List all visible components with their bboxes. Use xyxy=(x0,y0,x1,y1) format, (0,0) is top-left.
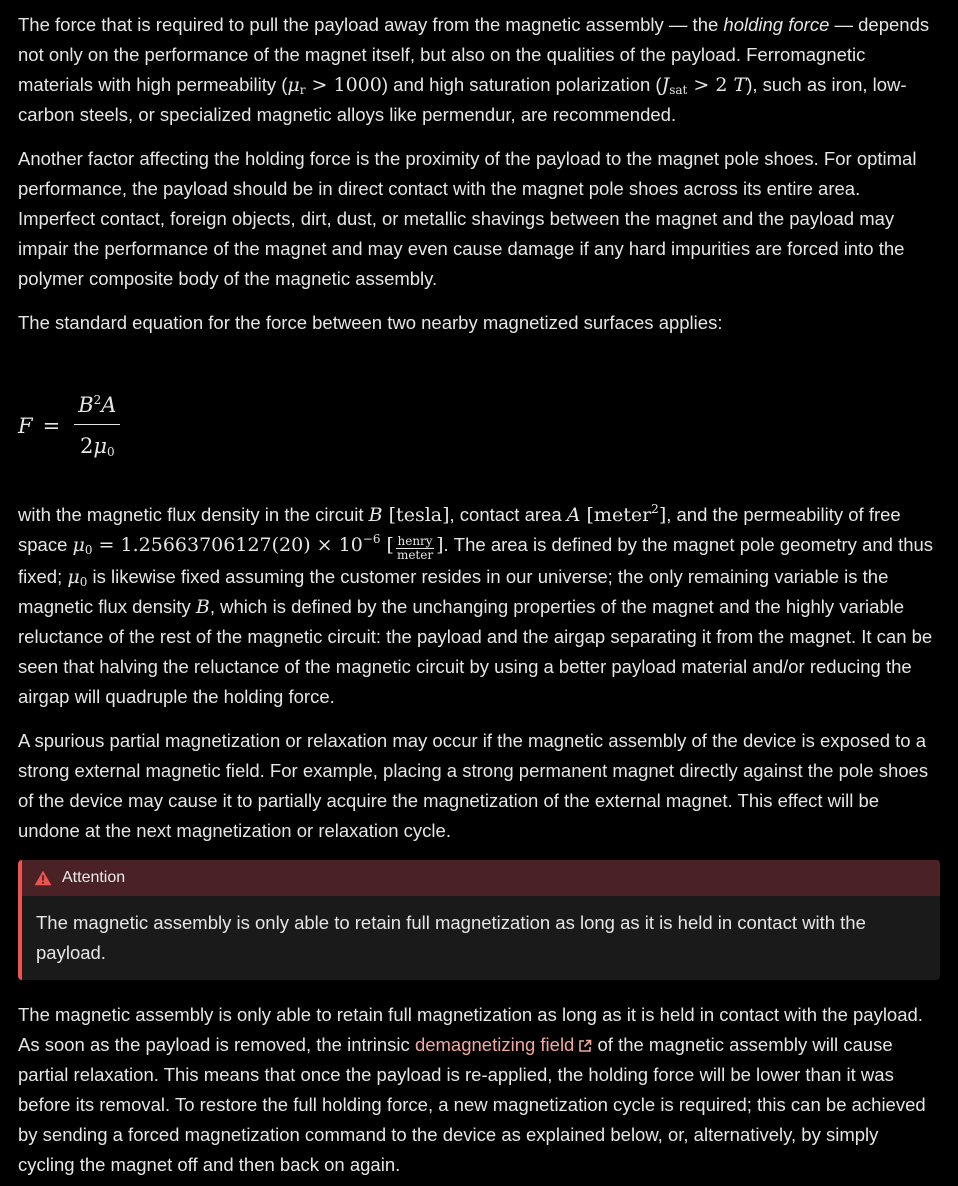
attention-admonition xyxy=(18,860,940,980)
math-unit: ] xyxy=(658,504,667,526)
external-link-icon xyxy=(578,1039,592,1053)
math-subscript: 0 xyxy=(84,543,93,557)
math-subscript: r xyxy=(299,83,306,97)
math-unit-meter-sq xyxy=(580,504,666,526)
paragraph-spurious-magnetization: A spurious partial magnetization or relaxation may occur if the magnetic assembly of the device is exposed to a strong external magnetic field. For example, placing a strong permanent magnet directly against the pole shoes of the device may cause it to partially acquire the magnetization of the external magnet. This effect will be undone at the next magnetization or relaxation cycle. xyxy=(18,730,929,841)
paragraph-relaxation xyxy=(18,1000,940,1180)
text-run: of the magnetic assembly will cause partial relaxation. This means that once the payload is re-applied, the holding force will be lower than it was before its removal. To restore the full holding force, a new magnetization cycle is required; this can be achieved by sending a forced magnetization command to the device as explained below, or, alternatively, by simply cycling the magnet off and then back on again. xyxy=(18,1034,926,1175)
math-henry-per-meter xyxy=(396,535,434,562)
text-run: ) and high saturation polarization ( xyxy=(381,74,662,95)
math-symbol: A xyxy=(101,393,117,417)
equation-denominator xyxy=(76,425,119,461)
math-exponent: 2 xyxy=(651,502,659,516)
math-j-sat xyxy=(662,74,688,96)
math-permeability-value xyxy=(92,532,444,562)
math-symbol-b: B xyxy=(195,596,210,618)
paragraph-variables xyxy=(18,500,940,712)
math-subscript: sat xyxy=(669,83,688,97)
equation-numerator xyxy=(74,390,120,425)
math-symbol: μ xyxy=(67,566,80,588)
warning-triangle-icon xyxy=(34,870,52,886)
math-bracket: [ xyxy=(380,534,394,556)
math-unit: [tesla] xyxy=(382,504,450,526)
math-subscript: 0 xyxy=(79,575,88,589)
text-run: ), such as iron, low-carbon steels, or specialized magnetic alloys like permendur, are recommended. xyxy=(18,74,907,125)
math-mu-r xyxy=(287,74,305,96)
math-symbol: μ xyxy=(93,434,107,458)
text-run: The force that is required to pull the payload away from the magnetic assembly — the xyxy=(18,14,724,35)
math-value: > 1000 xyxy=(305,74,382,96)
equation-fraction xyxy=(74,390,120,461)
math-fraction-numerator: henry xyxy=(397,534,433,548)
math-subscript: 0 xyxy=(107,445,115,459)
force-equation xyxy=(18,352,940,492)
admonition-header xyxy=(22,860,940,896)
equation-lhs: F xyxy=(18,413,33,438)
text-run: , contact area xyxy=(449,504,567,525)
admonition-title: Attention xyxy=(62,869,126,886)
math-number: 2 xyxy=(79,434,94,458)
link-label: demagnetizing field xyxy=(414,1034,575,1055)
paragraph-proximity: Another factor affecting the holding force is the proximity of the payload to the magnet pole shoes. For optimal performance, the payload should be in direct contact with the magnet pole shoes across its entire area. Imperfect contact, foreign objects, dirt, dust, or metallic shavings between the magnet and the payload may impair the performance of the magnet and may even cause damage if any hard impurities are forced into the polymer composite body of the magnetic assembly. xyxy=(18,148,917,289)
text-run: with the magnetic flux density in the circuit xyxy=(18,504,369,525)
math-symbol-b: B xyxy=(368,504,383,526)
admonition-body: The magnetic assembly is only able to retain full magnetization as long as it is held in contact with the payload. xyxy=(36,912,866,963)
text-run: The magnetic assembly is only able to retain full magnetization as long as it is held in contact with the payload. As soon as the payload is removed, the intrinsic xyxy=(18,1004,923,1055)
demagnetizing-field-link[interactable] xyxy=(415,1034,592,1055)
emphasis-holding-force: holding force xyxy=(723,14,830,35)
math-value: > 2 xyxy=(687,74,734,96)
math-symbol: B xyxy=(78,393,94,417)
math-value: = 1.25663706127(20) × 10 xyxy=(92,534,363,556)
math-unit-tesla: T xyxy=(733,74,747,96)
math-bracket: ] xyxy=(436,534,444,556)
math-mu-zero xyxy=(73,534,93,556)
math-exponent: 2 xyxy=(93,393,102,407)
text-run: — depends not only on the performance of the magnet itself, but also on the qualities of the payload. Ferromagnetic materials with high permeability ( xyxy=(18,14,930,95)
math-mu-zero xyxy=(67,566,87,588)
math-symbol: μ xyxy=(72,534,85,556)
math-symbol: J xyxy=(661,74,670,96)
equation-equals: = xyxy=(42,413,61,438)
text-run: , and the permeability of free space xyxy=(18,504,901,555)
text-run: , which is defined by the unchanging properties of the magnet and the highly variable reluctance of the rest of the magnetic circuit: the payload and the airgap separating it from the magnet. It can be seen that halving the reluctance of the magnetic circuit by using a better payload material and/or reducing the airgap will quadruple the holding force. xyxy=(18,596,933,707)
equation-body xyxy=(18,390,120,461)
math-symbol-a: A xyxy=(566,504,581,526)
math-symbol: μ xyxy=(287,74,300,96)
paragraph-equation-intro: The standard equation for the force between two nearby magnetized surfaces applies: xyxy=(18,312,723,333)
text-run: . The area is defined by the magnet pole geometry and thus fixed; xyxy=(18,534,934,587)
math-fraction-denominator: meter xyxy=(396,548,434,562)
math-unit: [meter xyxy=(580,504,652,526)
math-exponent: −6 xyxy=(362,532,381,546)
text-run: is likewise fixed assuming the customer resides in our universe; the only remaining variable is the magnetic flux density xyxy=(18,566,889,617)
paragraph-holding-force xyxy=(18,10,940,130)
